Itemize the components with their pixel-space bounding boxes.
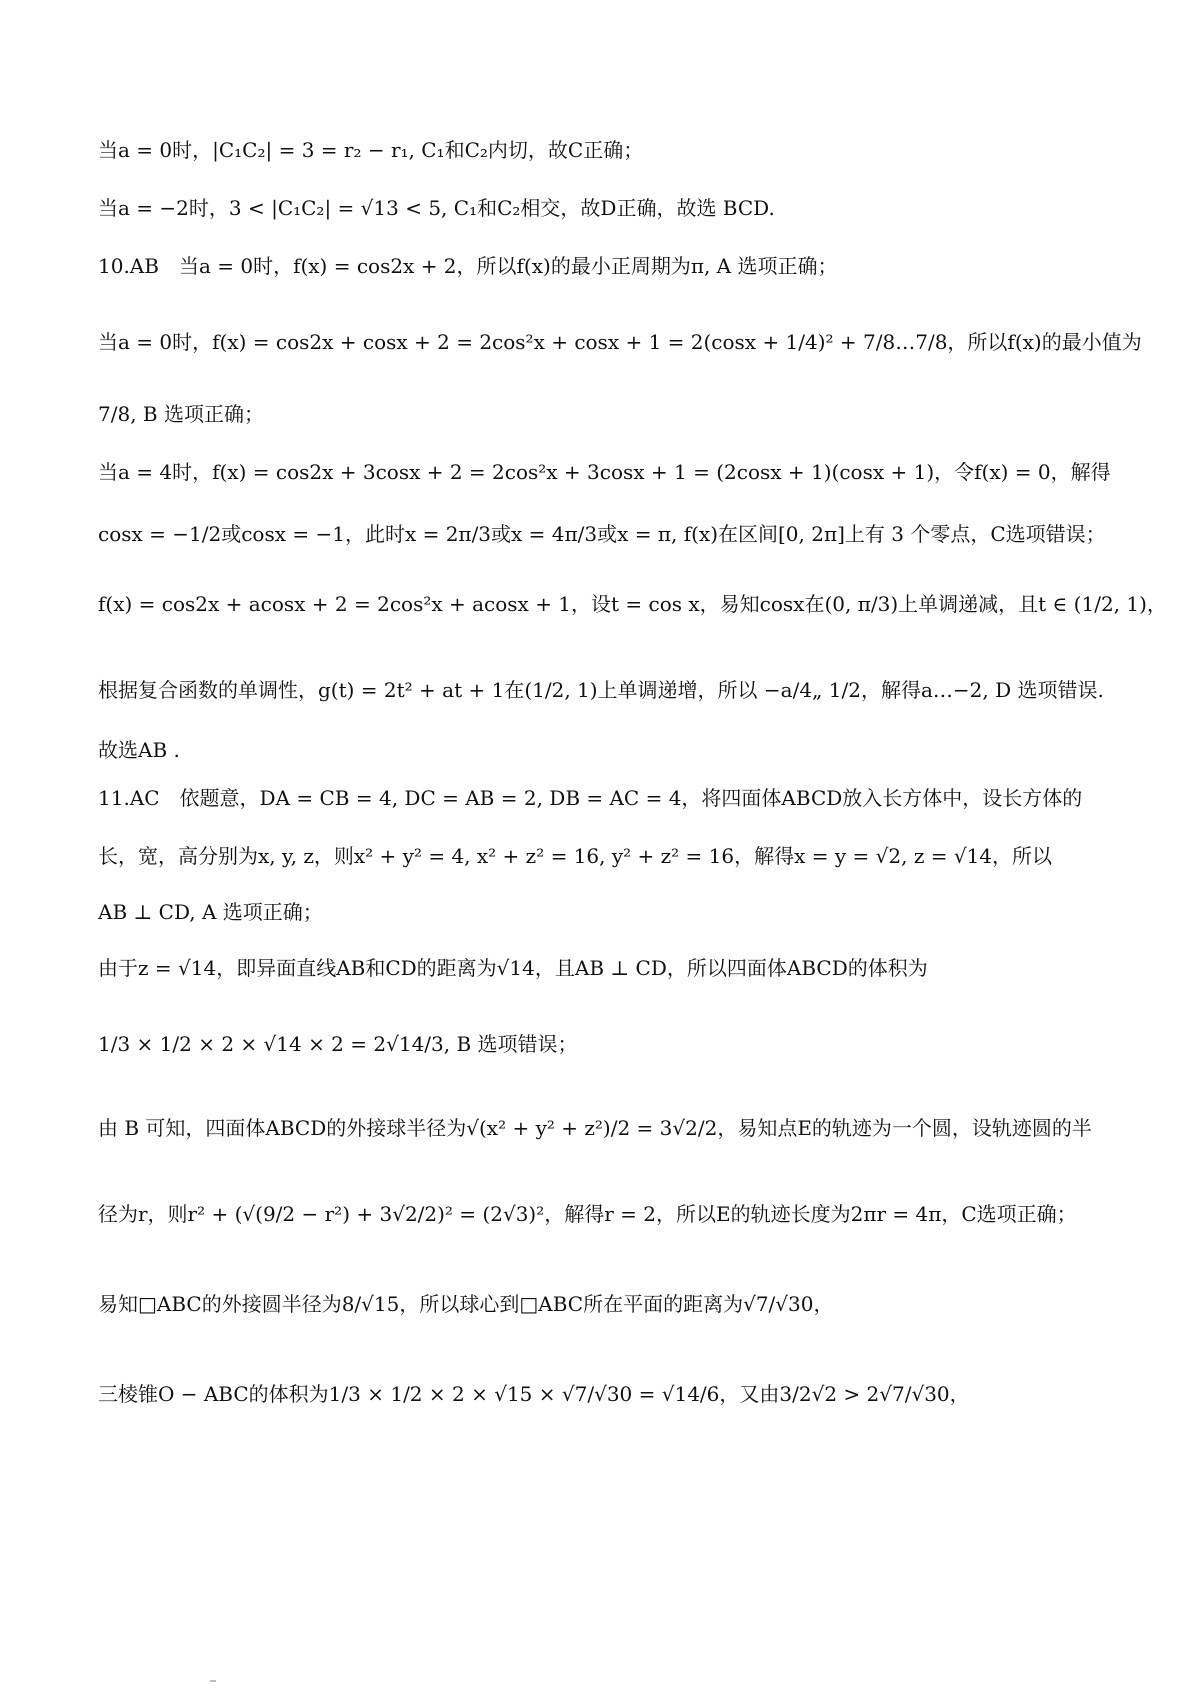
text-line-4: 当a = 0时，f(x) = cos2x + cosx + 2 = 2cos²x + cosx + 1 = 2(cosx + 1/4)² + 7/8…7/8，所以f(x)的最小值为 xyxy=(98,330,1142,354)
text-line-19: 三棱锥O − ABC的体积为1/3 × 1/2 × 2 × √15 × √7/√30 = √14/6，又由3/2√2 > 2√7/√30， xyxy=(98,1382,970,1406)
text-line-8: f(x) = cos2x + acosx + 2 = 2cos²x + acosx + 1，设t = cos x，易知cosx在(0, π/3)上单调递减，且t ∈ (1/2, 1)， xyxy=(98,592,1167,616)
text-line-16: 由 B 可知，四面体ABCD的外接球半径为√(x² + y² + z²)/2 = 3√2/2，易知点E的轨迹为一个圆，设轨迹圆的半 xyxy=(98,1116,1092,1140)
text-line-14: 由于z = √14，即异面直线AB和CD的距离为√14，且AB ⊥ CD，所以四面体ABCD的体积为 xyxy=(98,956,928,980)
text-line-7: cosx = −1/2或cosx = −1，此时x = 2π/3或x = 4π/3或x = π, f(x)在区间[0, 2π]上有 3 个零点，C选项错误； xyxy=(98,522,1106,546)
text-line-3: 10.AB 当a = 0时，f(x) = cos2x + 2，所以f(x)的最小正周期为π, A 选项正确； xyxy=(98,254,838,278)
text-line-6: 当a = 4时，f(x) = cos2x + 3cosx + 2 = 2cos²x + 3cosx + 1 = (2cosx + 1)(cosx + 1)，令f(x) = 0，解得 xyxy=(98,460,1111,484)
text-line-13: AB ⊥ CD, A 选项正确； xyxy=(98,900,323,924)
text-line-17: 径为r，则r² + (√(9/2 − r²) + 3√2/2)² = (2√3)²，解得r = 2，所以E的轨迹长度为2πr = 4π，C选项正确； xyxy=(98,1202,1077,1226)
text-line-2: 当a = −2时，3 < |C₁C₂| = √13 < 5, C₁和C₂相交，故D正确，故选 BCD. xyxy=(98,196,775,220)
text-line-9: 根据复合函数的单调性，g(t) = 2t² + at + 1在(1/2, 1)上单调递增，所以 −a/4„ 1/2，解得a…−2, D 选项错误. xyxy=(98,678,1104,702)
text-line-1: 当a = 0时，|C₁C₂| = 3 = r₂ − r₁, C₁和C₂内切，故C正确； xyxy=(98,138,644,162)
text-line-10: 故选AB . xyxy=(98,738,180,762)
text-line-12: 长，宽，高分别为x, y, z，则x² + y² = 4, x² + z² = 16, y² + z² = 16，解得x = y = √2, z = √14，所以 xyxy=(98,844,1053,868)
text-line-5: 7/8, B 选项正确； xyxy=(98,402,264,426)
text-line-11: 11.AC 依题意，DA = CB = 4, DC = AB = 2, DB = AC = 4，将四面体ABCD放入长方体中，设长方体的 xyxy=(98,786,1083,810)
text-line-15: 1/3 × 1/2 × 2 × √14 × 2 = 2√14/3, B 选项错误； xyxy=(98,1032,578,1056)
text-line-18: 易知□ABC的外接圆半径为8/√15，所以球心到□ABC所在平面的距离为√7/√30， xyxy=(98,1292,834,1316)
page-footer-mark xyxy=(210,1680,216,1682)
